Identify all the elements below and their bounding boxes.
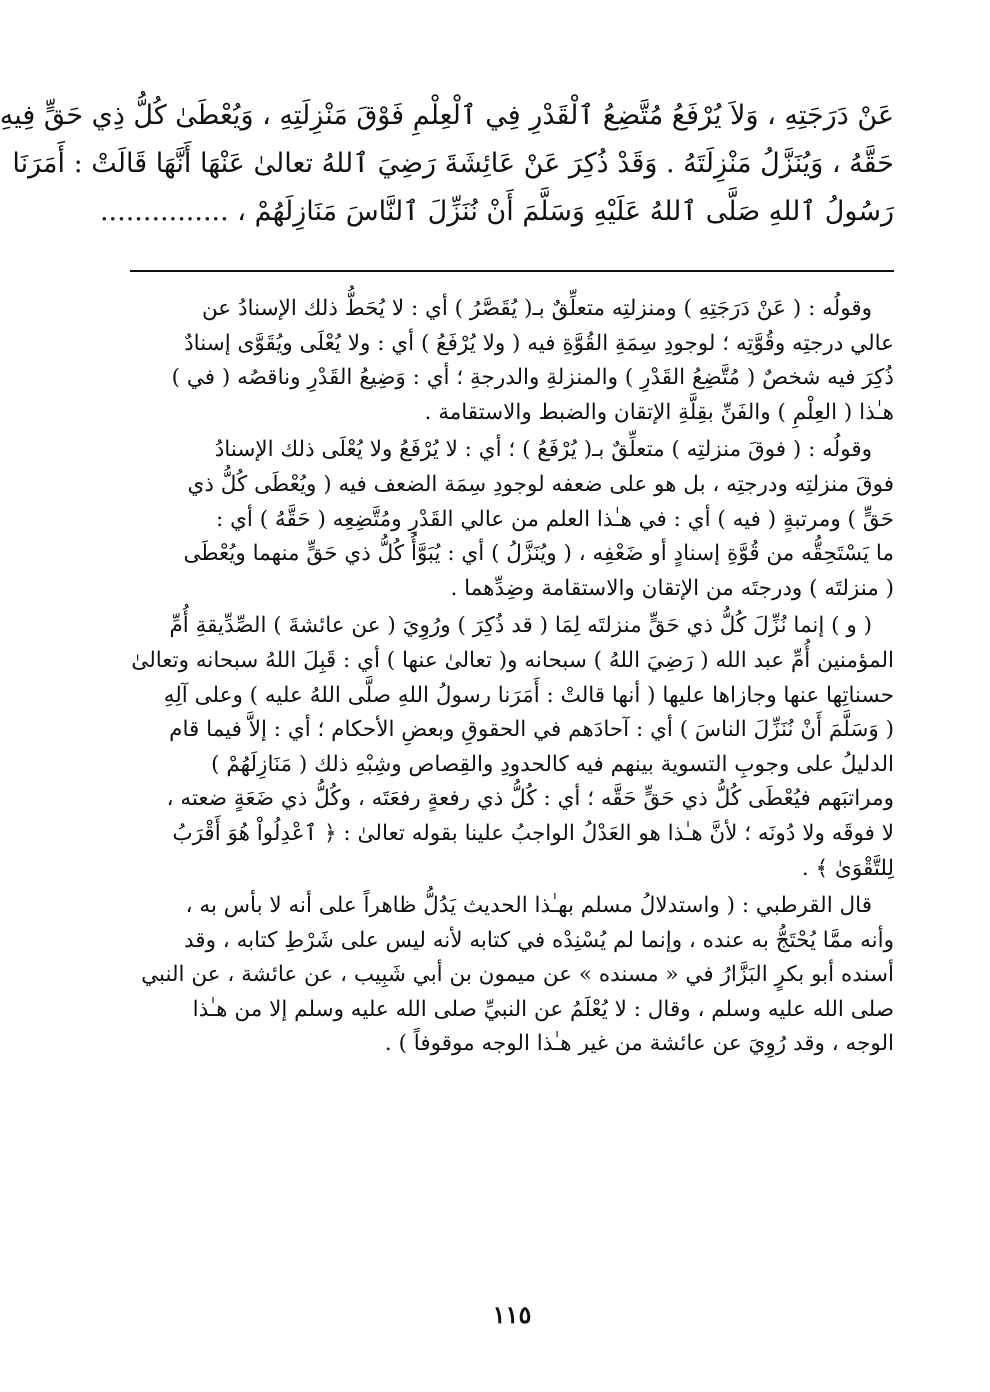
commentary-line: وقولُه : ( فوقَ منزلتِه ) متعلِّقٌ بـ( يُرْفَعُ ) ؛ أي : لا يُرْفَعُ ولا يُعْلَى ذلك الإسنادُ (214, 437, 872, 463)
commentary-line: ( وَسَلَّمَ أَنْ نُنَزِّلَ الناسَ ) أي : آحادَهم في الحقوقِ وبعضِ الأحكام ؛ أي : إلاَّ فيما قام (169, 717, 894, 743)
commentary-line: حسناتِها عنها وجازاها عليها ( أنها قالتْ : أَمَرَنا رسولُ اللهِ صلَّى اللهُ عليه ) وعلى آلِهِ (163, 682, 894, 708)
commentary-paragraph (130, 889, 894, 1062)
commentary-line: لِلتَّقْوَىٰ ﴾ . (801, 855, 894, 881)
commentary-line: لا فوقَه ولا دُونَه ؛ لأنَّ هـٰذا هو العَدْلُ الواجبُ علينا بقوله تعالىٰ : ﴿ ٱعْدِلُواْ هُوَ أَقْرَبُ (172, 820, 894, 846)
commentary-line: هـٰذا ( العِلْمِ ) والفَنِّ بقِلَّةِ الإتقان والضبط والاستقامة . (424, 399, 894, 425)
commentary-paragraph (130, 292, 894, 430)
commentary-line: ( منزلتَه ) ودرجتَه من الإتقان والاستقامة وضِدِّهما . (450, 575, 894, 601)
commentary-line: عالي درجتِه وقُوَّتِه ؛ لوجودِ سِمَةِ القُوَّةِ فيه ( ولا يُرْفَعُ ) أي : ولا يُعْلَى ويُقَوَّى إسنادٌ (184, 330, 894, 356)
main-text-line: عَنْ دَرَجَتِهِ ، وَلاَ يُرْفَعُ مُتَّضِعُ ٱلْقَدْرِ فِي ٱلْعِلْمِ فَوْقَ مَنْزِلَتِهِ ، وَيُعْطَىٰ كُلُّ ذِي حَقٍّ فِيهِ (0, 100, 894, 131)
main-text (0, 92, 894, 236)
main-text-line (99, 188, 894, 236)
commentary-line: المؤمنين أُمِّ عبد الله ( رَضِيَ اللهُ ) سبحانه و( تعالىٰ عنها ) أي : قَبِلَ اللهُ سبحانه وتعالىٰ (131, 647, 894, 673)
commentary-line: حَقٍّ ) ومرتبةٍ ( فيه ) أي : في هـٰذا العلم من عالي القَدْرِ ومُتَّضِعِه ( حَقَّهُ ) أي : (216, 506, 894, 532)
commentary-line: صلى الله عليه وسلم ، وقال : لا يُعْلَمُ عن النبيِّ صلى الله عليه وسلم إلا من هـٰذا (192, 996, 894, 1022)
commentary-line: وقولُه : ( عَنْ دَرَجَتِهِ ) ومنزلتِه متعلِّقٌ بـ( يُقَصَّرُ ) أي : لا يُحَطُّ ذلك الإسنادُ عن (201, 296, 872, 321)
commentary-line: ومراتبَهم فيُعْطَى كُلُّ ذي حَقٍّ حَقَّه ؛ أي : كُلُّ ذي رفعةٍ رفعَتَه ، وكُلُّ ذي ضَعَةٍ ضعته ، (166, 786, 894, 812)
separator-rule (130, 270, 894, 272)
commentary-line: قال القرطبي : ( واستدلالُ مسلم بهـٰذا الحديث يَدُلُّ ظاهراً على أنه لا بأس به ، (185, 893, 872, 919)
main-text-line: حَقَّهُ ، وَيُنَزَّلُ مَنْزِلَتَهُ . وَقَدْ ذُكِرَ عَنْ عَائِشَةَ رَضِيَ ٱللهُ تعالىٰ عَنْهَا أَنَّهَا قَالَتْ : أَمَرَنَا (12, 148, 894, 179)
commentary-line: الدليلُ على وجوبِ التسوية بينهم فيه كالحدودِ والقِصاص وشِبْهِ ذلك ( مَنَازِلَهُمْ ) (211, 751, 894, 777)
commentary-line: فوقَ منزلتِه ودرجتِه ، بل هو على ضعفه لوجودِ سِمَة الضعف فيه ( ويُعْطَى كُلُّ ذي (187, 471, 894, 497)
commentary-paragraph (130, 433, 894, 606)
commentary-paragraph (130, 609, 894, 886)
commentary-line: ( و ) إنما نُزِّلَ كُلُّ ذي حَقٍّ منزلتَه لِمَا ( قد ذُكِرَ ) ورُوِيَ ( عن عائشةَ ) الصِّدِّيقةِ أُمِّ (169, 613, 872, 639)
page-number: ١١٥ (492, 1300, 532, 1329)
commentary-text (130, 292, 894, 1065)
main-text-line-content: رَسُولُ ٱللهِ صَلَّى ٱللهُ عَلَيْهِ وَسَلَّمَ أَنْ نُنَزِّلَ ٱلنَّاسَ مَنَازِلَهُمْ ، (237, 196, 894, 227)
commentary-line: الوجه ، وقد رُوِيَ عن عائشة من غير هـٰذا الوجه موقوفاً ) . (384, 1031, 894, 1057)
commentary-line: ما يَسْتَحِقُّه من قُوَّةِ إسنادٍ أو ضَعْفِه ، ( ويُنَزَّلُ ) أي : يُبَوَّأُ كُلُّ ذي حَقٍّ منهما ويُعْطَى (183, 541, 894, 567)
continuation-dots: ............... (99, 196, 229, 227)
commentary-line: ذُكِرَ فيه شخصٌ ( مُتَّضِعُ القَدْرِ ) والمنزلةِ والدرجةِ ؛ أي : وَضِيعُ القَدْرِ وناقصُه ( في ) (171, 365, 894, 391)
commentary-line: وأنه ممَّا يُحْتَجُّ به عنده ، وإنما لم يُسْنِدْه في كتابه لأنه ليس على شَرْطِ كتابه ، وقد (184, 927, 894, 953)
commentary-line: أسنده أبو بكرٍ البَزَّارُ في « مسنده » عن ميمون بن أبي شَبِيب ، عن عائشة ، عن النبي (141, 962, 894, 988)
